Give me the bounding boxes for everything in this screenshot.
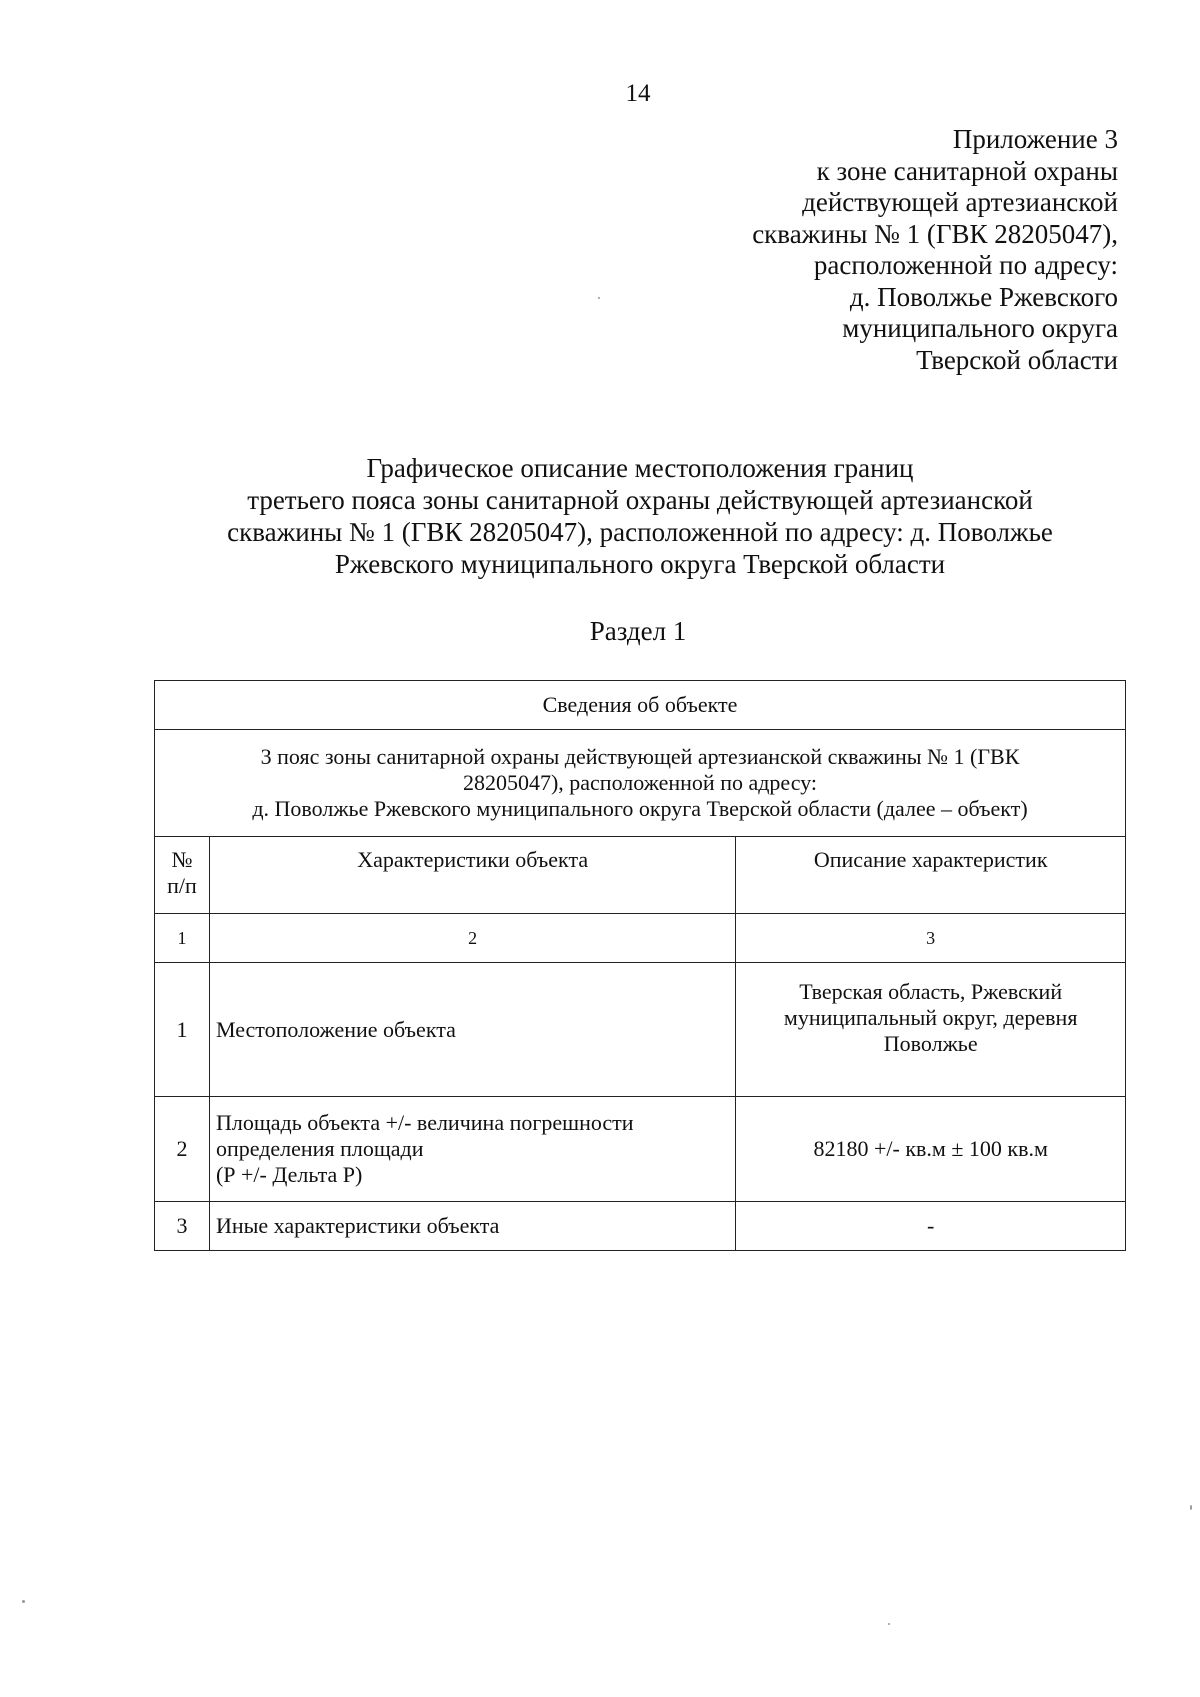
num-header-line: п/п: [167, 873, 197, 898]
column-number: 1: [155, 914, 210, 963]
row-number: 1: [155, 963, 210, 1097]
row-description: [736, 963, 1126, 1097]
row-number: 2: [155, 1097, 210, 1202]
appendix-heading: [752, 124, 1118, 376]
object-description-cell: [155, 730, 1126, 837]
object-line: 28205047), расположенной по адресу:: [462, 770, 818, 795]
appendix-line: к зоне санитарной охраны: [816, 155, 1118, 186]
description-line: Тверская область, Ржевский: [799, 979, 1063, 1004]
page-number: 14: [625, 80, 651, 107]
description-line: Поволжье: [883, 1031, 978, 1056]
object-line: 3 пояс зоны санитарной охраны действующей артезианской скважины № 1 (ГВК: [260, 744, 1020, 769]
title-line: Графическое описание местоположения границ: [366, 453, 914, 483]
description-line: 82180 +/- кв.м ± 100 кв.м: [813, 1136, 1048, 1161]
table-header: Сведения об объекте: [155, 681, 1126, 730]
column-number-row: [155, 914, 1126, 963]
row-number: 3: [155, 1202, 210, 1251]
appendix-line: действующей артезианской: [802, 187, 1118, 217]
appendix-line: Тверской области: [916, 344, 1118, 375]
column-number: 3: [736, 914, 1126, 963]
characteristic-line: Местоположение объекта: [215, 1016, 456, 1042]
title-line: Ржевского муниципального округа Тверской области: [334, 549, 946, 579]
document-title: [150, 452, 1130, 580]
title-line: третьего пояса зоны санитарной охраны действующей артезианской: [247, 485, 1033, 515]
num-header-line: №: [171, 847, 193, 872]
table-row: [155, 1097, 1126, 1202]
table-row: [155, 963, 1126, 1097]
object-description-row: [155, 730, 1126, 837]
section-heading: Раздел 1: [589, 616, 687, 646]
description-line: муниципальный округ, деревня: [783, 1005, 1078, 1030]
object-info-table: [154, 680, 1126, 1251]
scan-speck: [22, 1600, 25, 1603]
row-characteristic: [209, 1097, 735, 1202]
row-characteristic: [209, 963, 735, 1097]
characteristic-line: определения площади: [215, 1136, 424, 1161]
characteristic-line: Площадь объекта +/- величина погрешности: [215, 1110, 634, 1135]
characteristic-line: Иные характеристики объекта: [215, 1213, 500, 1238]
row-description: [736, 1202, 1126, 1251]
title-line: скважины № 1 (ГВК 28205047), расположенной по адресу: д. Поволжье: [227, 517, 1053, 547]
appendix-line: расположенной по адресу:: [813, 250, 1118, 280]
row-characteristic: [209, 1202, 735, 1251]
column-header-num: [155, 837, 210, 914]
table-row: [155, 1202, 1126, 1251]
column-header-description: Описание характеристик: [736, 837, 1126, 914]
scan-speck: [888, 1623, 890, 1625]
object-line: д. Поволжье Ржевского муниципального округа Тверской области (далее – объект): [252, 796, 1028, 821]
scan-speck: [598, 297, 600, 299]
appendix-line: д. Поволжье Ржевского: [849, 281, 1118, 312]
description-line: -: [927, 1213, 935, 1238]
column-number: 2: [209, 914, 735, 963]
appendix-line: муниципального округа: [842, 313, 1118, 343]
appendix-line: Приложение 3: [952, 124, 1118, 154]
scan-speck: [1190, 1505, 1192, 1510]
column-header-row: [155, 837, 1126, 914]
column-header-characteristics: Характеристики объекта: [209, 837, 735, 914]
row-description: [736, 1097, 1126, 1202]
appendix-line: скважины № 1 (ГВК 28205047),: [752, 218, 1118, 249]
characteristic-line: (Р +/- Дельта Р): [215, 1162, 363, 1187]
table-header-row: [155, 681, 1126, 730]
